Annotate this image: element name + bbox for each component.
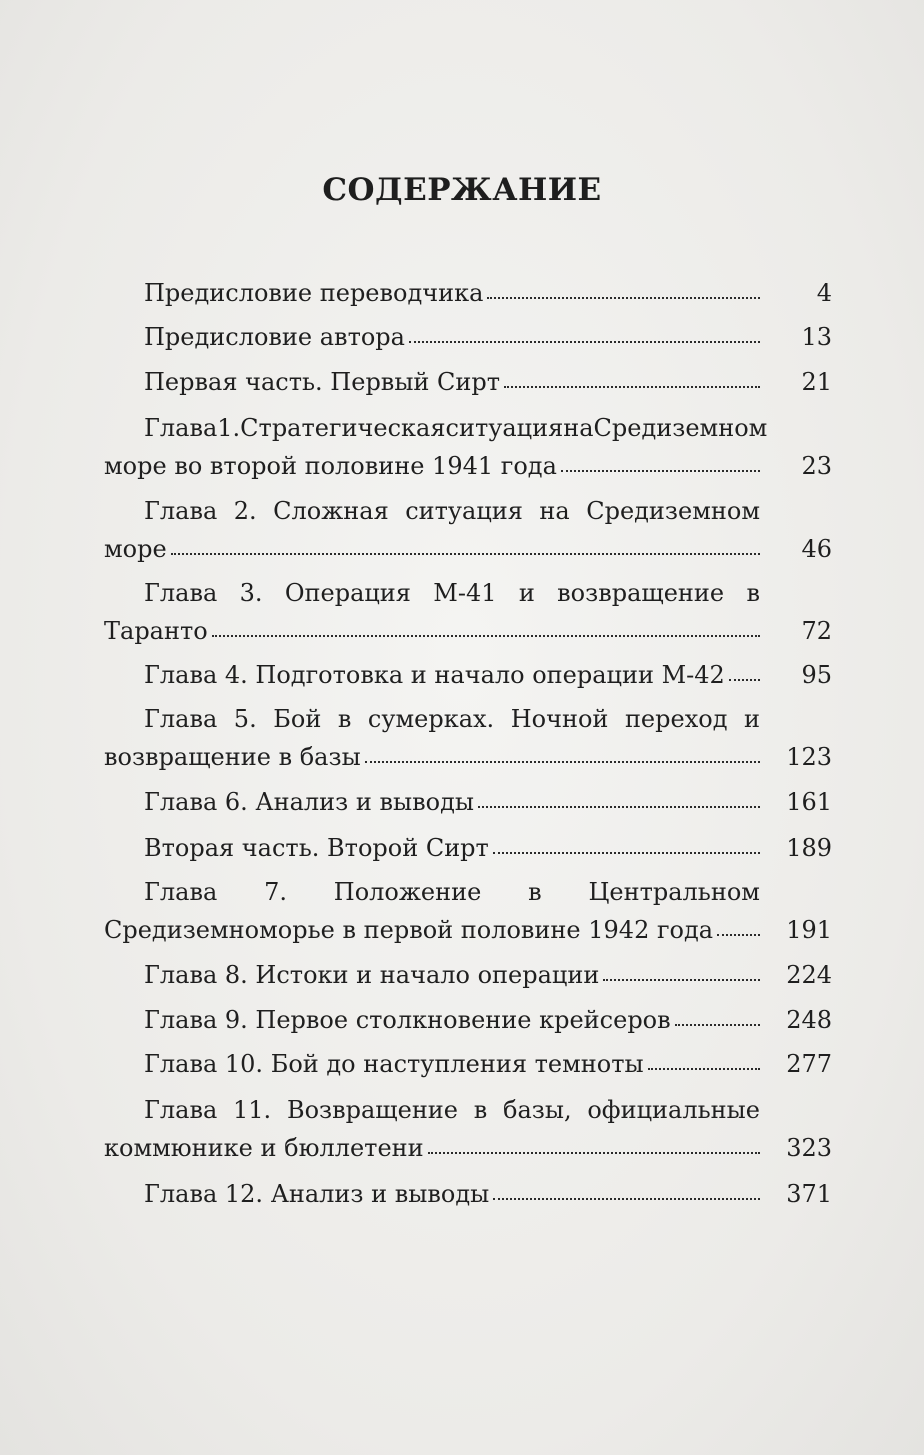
- toc-page-number: 224: [786, 961, 832, 989]
- toc-entry-line: [144, 787, 760, 817]
- dot-leader: [729, 673, 760, 681]
- toc-page-number: 95: [801, 661, 832, 689]
- dot-leader: [428, 1146, 760, 1154]
- toc-page-number: 277: [786, 1050, 832, 1078]
- dot-leader: [504, 380, 760, 388]
- toc-entry-text: Глава 9. Первое столкновение крейсеров: [144, 1006, 671, 1034]
- toc-entry-line: [104, 742, 760, 772]
- toc-entry-line: [144, 833, 760, 863]
- dot-leader: [365, 755, 760, 763]
- toc-entry-text: Глава 6. Анализ и выводы: [144, 788, 474, 816]
- dot-leader: [487, 291, 760, 299]
- dot-leader: [493, 846, 760, 854]
- dot-leader: [603, 973, 760, 981]
- dot-leader: [493, 1192, 760, 1200]
- toc-entry-text: коммюнике и бюллетени: [104, 1134, 424, 1162]
- toc-page-number: 123: [786, 743, 832, 771]
- toc-page-number: 46: [801, 535, 832, 563]
- toc-entry-line: [104, 534, 760, 564]
- toc-entry-line: [144, 960, 760, 990]
- toc-entry-text: возвращение в базы: [104, 743, 361, 771]
- toc-page-number: 189: [786, 834, 832, 862]
- page-title: СОДЕРЖАНИЕ: [322, 172, 602, 208]
- toc-page-number: 323: [786, 1134, 832, 1162]
- dot-leader: [648, 1062, 760, 1070]
- toc-entry-text: Таранто: [104, 617, 208, 645]
- toc-entry-line: [144, 1005, 760, 1035]
- toc-entry-line: [104, 915, 760, 945]
- dot-leader: [409, 335, 760, 343]
- toc-page-number: 72: [801, 617, 832, 645]
- toc-entry-line: Глава 2. Сложная ситуация на Средиземном: [144, 497, 760, 525]
- toc-page-number: 161: [786, 788, 832, 816]
- toc-entry-line: [104, 616, 760, 646]
- toc-page-number: 4: [816, 279, 832, 307]
- toc-entry-text: Предисловие переводчика: [144, 279, 484, 307]
- toc-entry-text: Вторая часть. Второй Сирт: [144, 834, 489, 862]
- toc-entry-text: Предисловие автора: [144, 323, 405, 351]
- toc-entry-line: [144, 278, 760, 308]
- toc-entry-text: Глава 12. Анализ и выводы: [144, 1180, 490, 1208]
- toc-entry-text: Средиземноморье в первой половине 1942 года: [104, 916, 714, 944]
- dot-leader: [212, 629, 760, 637]
- toc-entry-line: Глава 11. Возвращение в базы, официальные: [144, 1096, 760, 1124]
- dot-leader: [561, 464, 760, 472]
- toc-entry-line: Глава 3. Операция М-41 и возвращение в: [144, 579, 760, 607]
- toc-entry-text: Глава 8. Истоки и начало операции: [144, 961, 600, 989]
- toc-page-number: 23: [801, 452, 832, 480]
- toc-page-number: 21: [801, 368, 832, 396]
- toc-page-number: 191: [786, 916, 832, 944]
- dot-leader: [171, 547, 760, 555]
- toc-entry-text: Глава 4. Подготовка и начало операции М-42: [144, 661, 725, 689]
- toc-entry-text: море: [104, 535, 167, 563]
- toc-entry-line: [144, 322, 760, 352]
- toc-entry-line: [104, 451, 760, 481]
- toc-page-number: 248: [786, 1006, 832, 1034]
- toc-entry-text: Первая часть. Первый Сирт: [144, 368, 501, 396]
- toc-entry-text: море во второй половине 1941 года: [104, 452, 557, 480]
- toc-page-number: 13: [801, 323, 832, 351]
- toc-page-number: 371: [786, 1180, 832, 1208]
- dot-leader: [478, 800, 760, 808]
- toc-entry-line: Глава 5. Бой в сумерках. Ночной переход и: [144, 705, 760, 733]
- toc-entry-line: [144, 660, 760, 690]
- dot-leader: [717, 928, 760, 936]
- toc-entry-text: Глава 10. Бой до наступления темноты: [144, 1050, 644, 1078]
- toc-entry-line: Глава 1. Стратегическая ситуация на Средиземном: [144, 414, 768, 442]
- toc-entry-line: Глава 7. Положение в Центральном: [144, 878, 760, 906]
- toc-entry-line: [144, 1049, 760, 1079]
- dot-leader: [675, 1018, 760, 1026]
- toc-entry-line: [144, 367, 760, 397]
- toc-entry-line: [104, 1133, 760, 1163]
- toc-entry-line: [144, 1179, 760, 1209]
